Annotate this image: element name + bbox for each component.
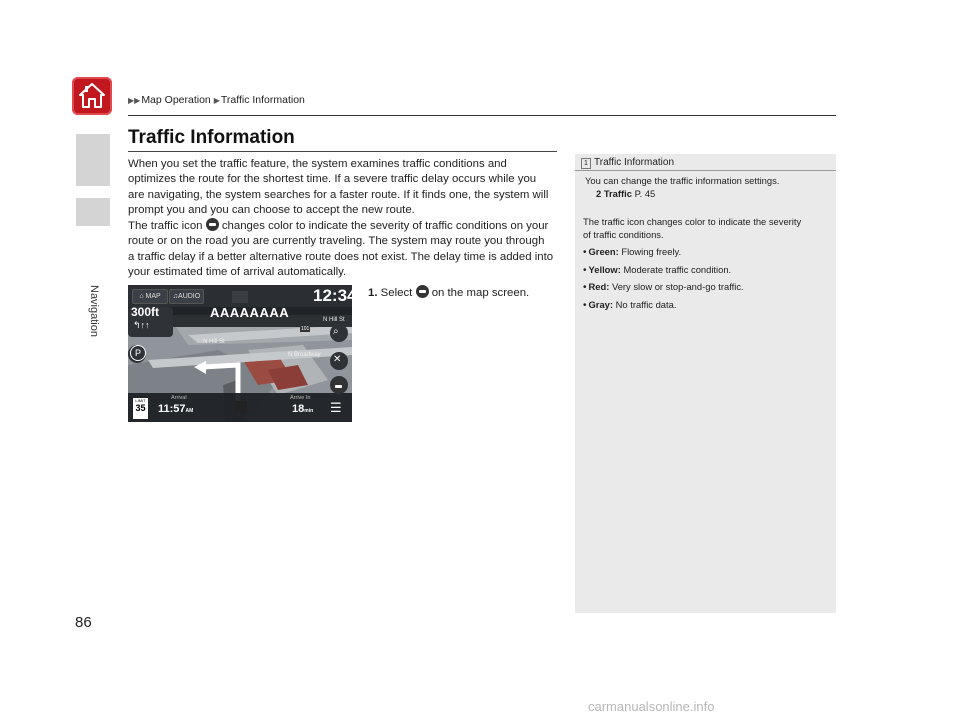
body-line: are navigating, the system searches for a faster route. If it finds one, the system will: [128, 188, 549, 201]
page-title: Traffic Information: [128, 127, 295, 148]
sidebar-text: of traffic conditions.: [583, 229, 664, 240]
lane-guidance-icon: ↰↑↑: [133, 320, 150, 330]
arrival-time[interactable]: 11:57AM: [158, 403, 194, 415]
breadcrumb: [128, 94, 305, 106]
audio-button[interactable]: ♫AUDIO: [169, 289, 204, 304]
search-icon[interactable]: ⌕: [333, 326, 339, 337]
arrive-in-label: Arrive In: [290, 395, 311, 401]
street-label: N Hill St: [203, 339, 225, 345]
body-line: optimizes the route for the shortest time. If a severe traffic delay occurs while you: [128, 173, 537, 186]
body-line: The traffic icon changes color to indicate the severity of traffic conditions on your: [128, 220, 549, 233]
clock: 12:34: [313, 286, 357, 305]
sidebar-text: You can change the traffic information settings.: [585, 175, 780, 186]
parking-icon[interactable]: P: [130, 345, 146, 361]
breadcrumb-arrow-icon: ▶: [213, 96, 220, 105]
side-tab-block: [76, 198, 110, 226]
close-icon[interactable]: ✕: [333, 354, 342, 365]
sidebar-bullet: • Green: Flowing freely.: [583, 246, 682, 258]
sidebar-bullet: • Gray: No traffic data.: [583, 299, 677, 311]
arrive-in-time[interactable]: 18min: [292, 403, 314, 415]
speed-limit-sign: LIMIT 35: [132, 397, 149, 420]
body-line: When you set the traffic feature, the system examines traffic conditions and: [128, 158, 507, 170]
navigation-map-screenshot: [128, 285, 357, 422]
traffic-icon[interactable]: [332, 378, 346, 392]
step-instruction: 1. Select on the map screen.: [368, 287, 530, 299]
sidebar-rule: [575, 170, 836, 171]
traffic-icon: [206, 218, 219, 231]
breadcrumb-item[interactable]: Map Operation: [141, 94, 211, 106]
street-label: N Hill St: [323, 317, 345, 323]
arrival-label: Arrival: [171, 395, 187, 401]
body-line: prompt you and you can choose to accept the new route.: [128, 203, 415, 216]
street-label: N Broadway: [288, 352, 321, 358]
menu-icon[interactable]: ☰: [330, 400, 342, 415]
breadcrumb-arrow-icon: ▶▶: [128, 96, 141, 105]
breadcrumb-item: Traffic Information: [220, 94, 305, 106]
sidebar-bullet: • Red: Very slow or stop-and-go traffic.: [583, 281, 744, 293]
body-line: a traffic delay if a better alternative route does not exist. The delay time is added into: [128, 250, 554, 263]
body-paragraph: [128, 157, 560, 280]
home-button[interactable]: [72, 77, 112, 115]
street-name-banner: AAAAAAAA: [210, 305, 290, 320]
watermark: carmanualsonline.info: [588, 699, 715, 714]
turn-distance: 300ft: [131, 305, 160, 319]
sidebar-bullet: • Yellow: Moderate traffic condition.: [583, 264, 732, 276]
title-rule: [128, 151, 557, 152]
page-number: 86: [75, 614, 92, 631]
home-icon: [77, 81, 107, 111]
sidebar-text: The traffic icon changes color to indicate the severity: [583, 216, 802, 227]
home-icon: ⌂: [139, 293, 144, 300]
section-side-label: Navigation: [88, 285, 100, 337]
music-note-icon: ♫: [172, 293, 179, 300]
traffic-icon: [416, 285, 429, 298]
body-line: route or on the road you are currently traveling. The system may route you through: [128, 235, 545, 248]
header-rule: [128, 115, 836, 116]
body-line: your estimated time of arrival automatically.: [128, 266, 347, 279]
highway-shield: 101: [301, 326, 310, 332]
sidebar-heading: 1 Traffic Information: [581, 157, 674, 169]
side-tab-block: [76, 134, 110, 186]
cross-reference[interactable]: 2 Traffic P. 45: [596, 188, 656, 199]
map-button[interactable]: ⌂ MAP: [132, 289, 168, 304]
